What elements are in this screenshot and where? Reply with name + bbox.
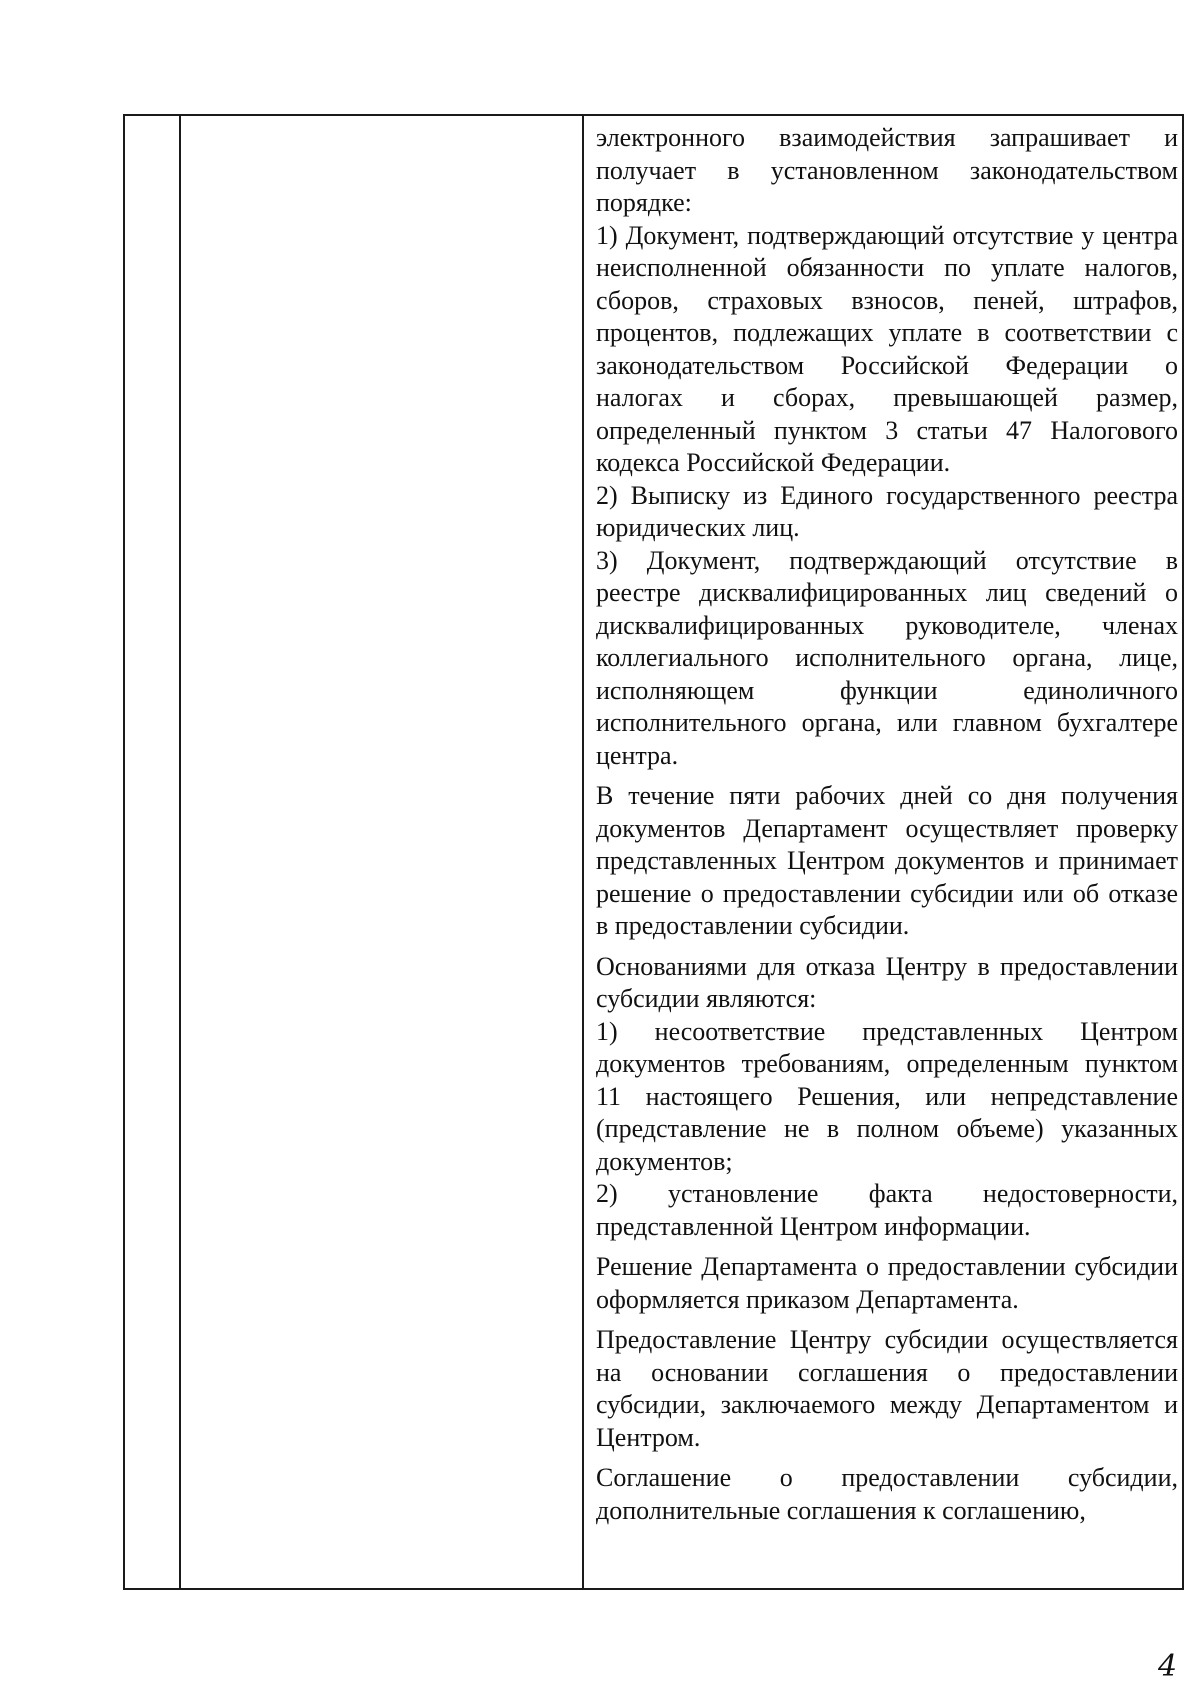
paragraph-item-2-register: 2) Выписку из Единого государственного реестра юридических лиц. bbox=[596, 480, 1178, 542]
paragraph-refusal-item-2: 2) установление факта недостоверности, представленной Центром информации. bbox=[596, 1179, 1178, 1241]
page-number-mark: 4 bbox=[1158, 1649, 1178, 1684]
paragraph-item-3-disqualified: 3) Документ, подтверждающий отсутствие в реестре дисквалифицированных лиц сведений о дисквалифицированных руководителе, членах коллегиального исполнительного органа, лице, исполняющем функции единоличного исполнительного органа, или главном бухгалтере центра. bbox=[596, 545, 1178, 770]
paragraph-refusal-intro: Основаниями для отказа Центру в предоставлении субсидии являются: bbox=[596, 951, 1178, 1013]
paragraph-item-1-tax: 1) Документ, подтверждающий отсутствие у центра неисполненной обязанности по уплате налогов, сборов, страховых взносов, пеней, штрафов, процентов, подлежащих уплате в соответствии с законодательством Российской Федерации о налогах и сборах, превышающей размер, определенный пунктом 3 статьи 47 Налогового кодекса Российской Федерации. bbox=[596, 220, 1178, 477]
document-table bbox=[123, 114, 1184, 1590]
table-column-divider-1 bbox=[179, 116, 181, 1588]
paragraph-agreement-basis: Предоставление Центру субсидии осуществляется на основании соглашения о предоставлении субсидии, заключаемого между Департаментом и Центром. bbox=[596, 1325, 1178, 1452]
text-block-documents-requested bbox=[596, 122, 1178, 772]
text-block-agreement-continued bbox=[596, 1462, 1178, 1527]
paragraph-refusal-item-1: 1) несоответствие представленных Центром документов требованиям, определенным пунктом 11 настоящего Решения, или непредставление (представление не в полном объеме) указанных документов; bbox=[596, 1016, 1178, 1176]
table-column-divider-2 bbox=[582, 116, 584, 1588]
paragraph-intro: электронного взаимодействия запрашивает и получает в установленном законодательством порядке: bbox=[596, 123, 1178, 217]
text-block-review-period bbox=[596, 780, 1178, 943]
paragraph-agreement-continued: Соглашение о предоставлении субсидии, дополнительные соглашения к соглашению, bbox=[596, 1463, 1178, 1525]
text-block-decision-order bbox=[596, 1251, 1178, 1316]
text-block-agreement-basis bbox=[596, 1324, 1178, 1454]
table-content-cell bbox=[596, 122, 1178, 1586]
paragraph-review-period: В течение пяти рабочих дней со дня получения документов Департамент осуществляет проверку представленных Центром документов и принимает решение о предоставлении субсидии или об отказе в предоставлении субсидии. bbox=[596, 781, 1178, 940]
text-block-refusal-grounds bbox=[596, 951, 1178, 1244]
paragraph-decision-order: Решение Департамента о предоставлении субсидии оформляется приказом Департамента. bbox=[596, 1252, 1178, 1314]
